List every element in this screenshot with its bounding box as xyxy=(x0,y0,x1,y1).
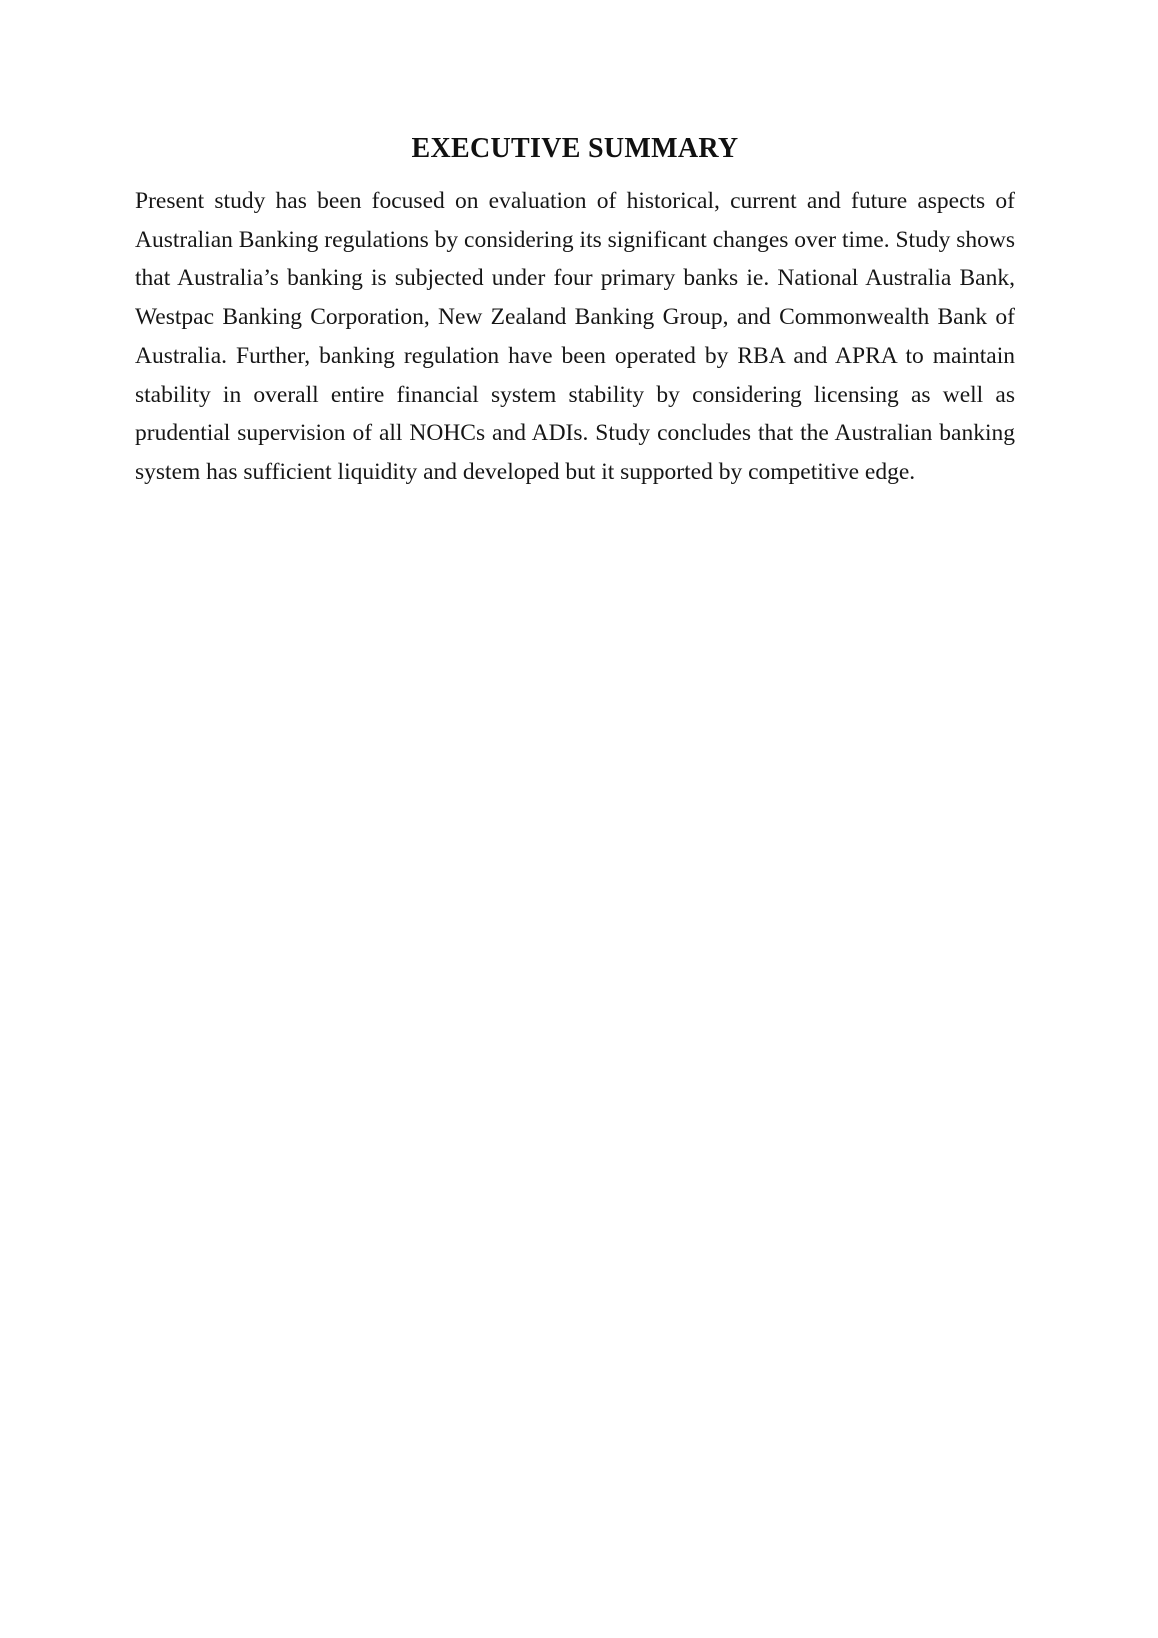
paragraph-line: prudential supervision of all NOHCs and ADIs. Study concludes that the Australian banking xyxy=(135,420,1015,447)
paragraph-line: that Australia’s banking is subjected under four primary banks ie. National Australia Bank, xyxy=(135,265,1015,292)
paragraph-line: stability in overall entire financial system stability by considering licensing as well as xyxy=(135,381,1015,408)
paragraph-line: Australian Banking regulations by considering its significant changes over time. Study shows xyxy=(135,226,1015,253)
executive-summary-paragraph xyxy=(135,182,1015,492)
paragraph-line: Present study has been focused on evaluation of historical, current and future aspects of xyxy=(135,188,1015,214)
paragraph-line: Australia. Further, banking regulation have been operated by RBA and APRA to maintain xyxy=(135,342,1015,369)
page-title: EXECUTIVE SUMMARY xyxy=(411,133,739,164)
document-content xyxy=(135,0,1015,492)
paragraph-line: Westpac Banking Corporation, New Zealand Banking Group, and Commonwealth Bank of xyxy=(135,304,1015,331)
paragraph-line: system has sufficient liquidity and developed but it supported by competitive edge. xyxy=(135,458,916,485)
